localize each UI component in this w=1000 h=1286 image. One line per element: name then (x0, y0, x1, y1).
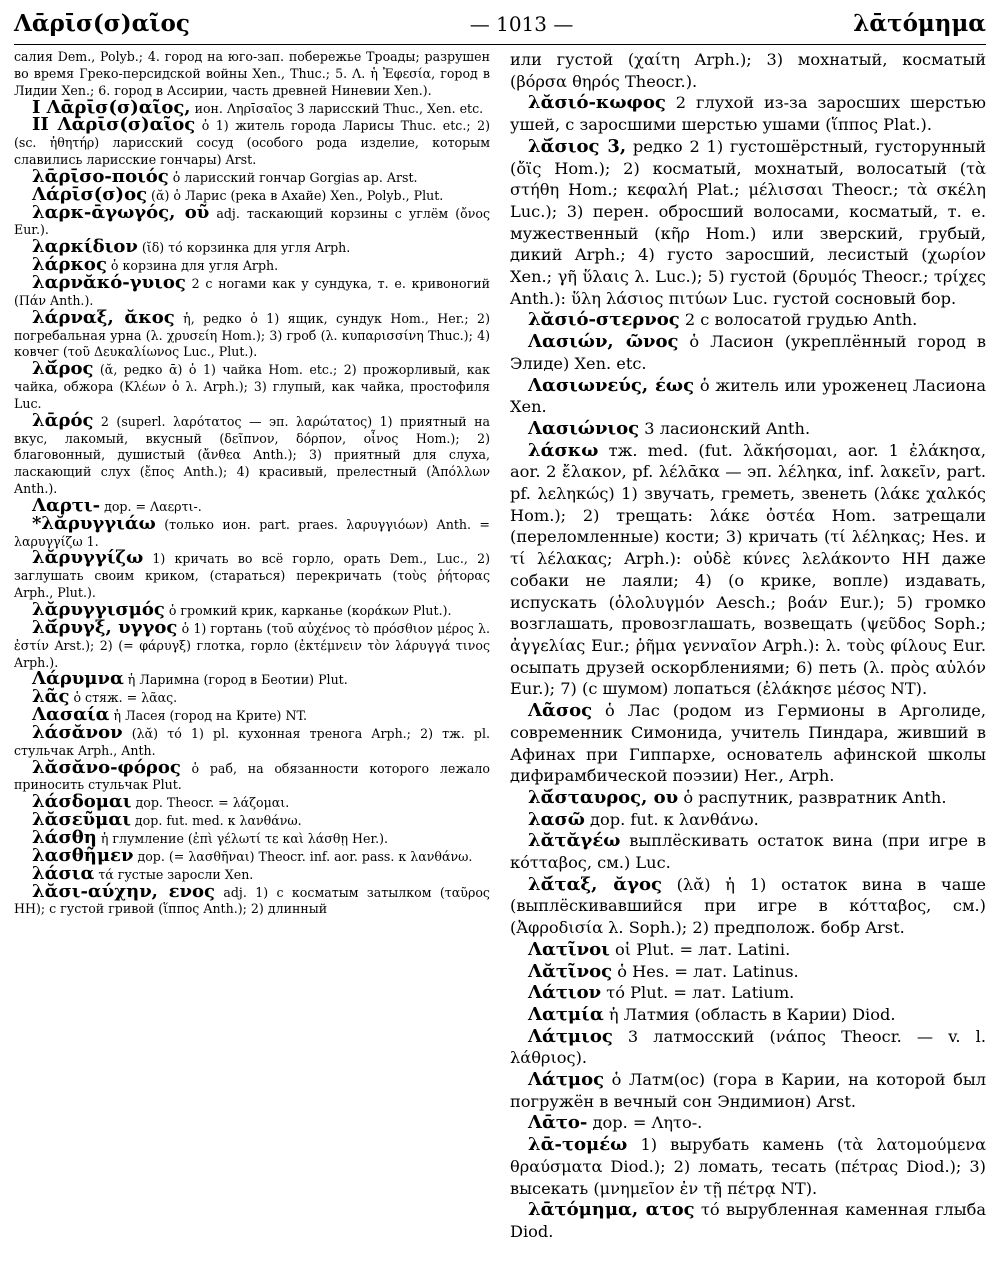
entry-headword: λᾶς (32, 686, 70, 708)
entry-definition: ὁ 1) гортань (τοῦ αὐχένος τὸ πρόσθιον μέρος λ. ἐστίν Arst.); 2) (= φάρυγξ) глотка, горло (ἐκτέμνειν τὸν λάρυγγά τινος Arph.). (14, 620, 490, 670)
entry-definition: дор. fut. med. к λανθάνω. (130, 813, 302, 829)
entry-definition: (λᾰ) τό 1) pl. кухонная тренога Arph.; 2) тж. pl. стульчак Arph., Anth. (14, 725, 490, 758)
dictionary-entry (510, 830, 986, 873)
dictionary-entry (510, 418, 986, 440)
entry-headword: Λατῖνοι (528, 938, 610, 960)
entry-definition: ὁ Hes. = лат. Latinus. (612, 961, 799, 981)
dictionary-entry (510, 309, 986, 331)
entry-definition: 2 (superl. λαρότατος — эп. λαρώτατος) 1) приятный на вкус, лакомый, вкусный (δεῖπνον, δόρπον, οἶνος Hom.); 2) благовонный, душистый (ἄνθεα Anth.); 3) приятный для слуха, ласкающий слух (ἔπος Anth.); 4) красивый, прелестный (Ἀπόλλων Anth.). (14, 413, 490, 497)
entry-definition: ἡ Ларимна (город в Беотии) Plut. (123, 672, 348, 688)
entry-headword: λᾰσι-αύχην, ενος (32, 880, 215, 902)
entry-definition: ἡ глумление (ἐπὶ γέλωτί τε καὶ λάσθῃ Her.). (96, 830, 389, 846)
entry-headword: λᾰσᾰνο-φόρος (32, 756, 181, 778)
entry-definition: τό Plut. = лат. Latium. (601, 983, 795, 1003)
entry-headword: Λάτμιος (528, 1025, 613, 1047)
entry-headword: Λατμία (528, 1003, 604, 1025)
dictionary-entry (510, 809, 986, 831)
running-head (14, 10, 986, 44)
dictionary-entry (510, 440, 986, 700)
entry-headword: λάρναξ, ᾰκος (32, 306, 175, 328)
entry-definition: 2 с ногами как у сундука, т. е. кривоногий (Πάν Anth.). (14, 275, 490, 308)
entry-definition: ὁ Ласион (укреплённый город в Элиде) Xen. etc. (510, 332, 986, 373)
entry-headword: λᾰ́σταυρος, ου (528, 786, 679, 808)
dictionary-entry (14, 201, 490, 240)
dictionary-entry (510, 874, 986, 939)
entry-definition: салия Dem., Polyb.; 4. город на юго-зап. побережье Троады; разрушен во время Греко-персидской войны Xen., Thuc.; 5. Λ. ἡ Ἐφεσία, город в Лидии Xen.; 6. город в Ассирии, часть древней Ниневии Xen.). (14, 49, 490, 98)
dictionary-entry (14, 306, 490, 362)
entry-headword: λάσθη (32, 826, 97, 848)
entry-headword: Λάτμος (528, 1069, 605, 1091)
dictionary-entry (14, 409, 490, 498)
entry-definition: 2 с волосатой грудью Anth. (679, 310, 918, 330)
dictionary-entry (14, 756, 490, 795)
entry-definition: ион. Ληρῑσαῖος 3 ларисский Thuc., Xen. etc. (190, 100, 484, 116)
entry-definition: ὁ Латм(ос) (гора в Карии, на которой был погружён в вечный сон Эндимион) Arst. (510, 1070, 986, 1111)
entry-definition: ὁ корзина для угля Arph. (106, 258, 279, 274)
dictionary-entry (510, 375, 986, 418)
header-rule (14, 44, 986, 45)
entry-headword: λᾰ́ρυγξ, υγγος (32, 616, 178, 638)
entry-headword: Λαρτι- (32, 494, 101, 516)
entry-definition: ὁ громкий крик, карканье (κοράκων Plut.). (164, 603, 452, 618)
entry-headword: Λάρῑσ(σ)ος (32, 183, 148, 205)
dictionary-entry (510, 92, 986, 135)
dictionary-entry (510, 1134, 986, 1199)
entry-headword: Λάρυμνα (32, 668, 124, 690)
entry-definition: ὁ раб, на обязанности которого лежало приносить стульчак Plut. (14, 760, 490, 793)
left-running-headword: Λᾱρῑσ(σ)αῖος (14, 10, 190, 37)
dictionary-entry (510, 1069, 986, 1112)
entry-headword: Λᾰτῖνος (528, 960, 613, 982)
entry-definition: ὁ ларисский гончар Gorgias ap. Arst. (168, 169, 418, 185)
entry-headword: λάρκος (32, 254, 107, 276)
entry-definition: (ῐδ) τό корзинка для угля Arph. (137, 240, 351, 256)
entry-headword: λάσια (32, 862, 95, 884)
right-column (510, 49, 986, 1243)
dictionary-entry (14, 114, 490, 169)
dictionary-entry (510, 939, 986, 961)
dictionary-entry (14, 271, 490, 310)
dictionary-entry (14, 358, 490, 413)
dictionary-entry (14, 616, 490, 672)
entry-headword: λαρκ-ᾱγωγός, οῦ (32, 201, 210, 223)
entry-definition: 1) вырубать камень (τὰ λατομούμενα θραύσματα Diod.); 2) ломать, тесать (πέτρας Diod.); 3) высекать (μνημεῖον ἐν τῇ πέτρᾳ NT). (510, 1135, 986, 1198)
entry-definition: τά густые заросли Xen. (94, 866, 254, 882)
entry-definition: ἡ Латмия (область в Карии) Diod. (603, 1004, 896, 1024)
right-running-headword: λᾱτόμημα (853, 10, 986, 37)
entry-headword: λᾰ́ρος (32, 358, 94, 380)
entry-headword: II Λᾱρῑσ(σ)αῖος (32, 114, 196, 136)
left-column (14, 49, 490, 1243)
entry-headword: Λασιών, ῶνος (528, 331, 679, 353)
dictionary-entry (510, 961, 986, 983)
dictionary-entry (14, 547, 490, 602)
entry-definition: выплёскивать остаток вина (при игре в κότταβος, см.) Luc. (510, 831, 986, 873)
dictionary-entry (510, 49, 986, 92)
entry-definition: οἱ Plut. = лат. Latini. (609, 939, 791, 959)
entry-definition: ὁ стяж. = λᾶας. (69, 690, 178, 706)
entry-definition: ἡ Ласея (город на Крите) NT. (109, 708, 308, 724)
entry-headword: Λᾶσος (528, 700, 593, 722)
entry-headword: λαρκίδιον (32, 236, 138, 258)
entry-headword: λάσκω (528, 439, 599, 461)
entry-headword: Λασαία (32, 704, 110, 726)
entry-headword: I Λᾱρῑσ(σ)αῖος, (32, 96, 191, 118)
entry-definition: (λᾰ) ἡ 1) остаток вина в чаше (выплёскивавшийся при игре в κότταβος, см.) (Ἀφροδισία λ. Soph.); 2) предполож. бобр Arst. (510, 874, 986, 938)
dictionary-entry (14, 721, 490, 760)
entry-definition: (ᾰ) ὁ Ларис (река в Ахайе) Xen., Polyb., Plut. (147, 187, 444, 203)
entry-headword: λᾰρυγγισμός (32, 599, 165, 620)
entry-definition: ἡ, редко ὁ 1) ящик, сундук Hom., Her.; 2) погребальная урна (λ. χρυσείη Hom.); 3) гроб (λ. κυπαρισσίνη Thuc.); 4) ковчег (τοῦ Δευκαλίωνος Luc., Plut.). (14, 310, 490, 360)
dictionary-entry (510, 982, 986, 1004)
entry-definition: дор. = Λητο-. (587, 1113, 703, 1133)
entry-definition: τό вырубленная каменная глыба Diod. (510, 1200, 986, 1241)
entry-headword: λᾱρῑσο-ποιός (32, 165, 169, 187)
dictionary-entry (510, 136, 986, 310)
dictionary-entry (14, 49, 490, 100)
entry-headword: Λάτιον (528, 982, 602, 1004)
entry-headword: Λᾱτο- (528, 1112, 588, 1134)
entry-definition: ὁ житель или уроженец Ласиона Xen. (510, 375, 986, 417)
entry-definition: ὁ 1) житель города Ларисы Thuc. etc.; 2) (sc. ἠθητήρ) ларисский сосуд (особого рода изделие, которым славились ларисские гончары) Arst. (14, 118, 490, 168)
entry-headword: λάσᾰνον (32, 721, 123, 743)
entry-headword: λαρνᾰκό-γυιος (32, 271, 186, 293)
entry-definition: 1) кричать во всё горло, орать Dem., Luc., 2) заглушать своим криком, (стараться) перекричать (τοὺς ῥήτορας Arph., Plut.). (14, 551, 490, 601)
dictionary-entry (14, 880, 490, 919)
entry-definition: ὁ Лас (родом из Гермионы в Арголиде, современник Симонида, учитель Пиндара, живший в Афинах при Гиппархе, основатель афинской школы дифирамбической поэзии) Her., Arph. (510, 701, 986, 786)
entry-headword: λασθῆμεν (32, 844, 134, 866)
entry-definition: 3 латмосский (νάπος Theocr. — v. l. λάθριος). (510, 1026, 986, 1068)
entry-headword: λᾰ́ταξ, ᾰγος (528, 873, 662, 895)
entry-headword: Λασιωνεύς, έως (528, 374, 695, 396)
entry-definition: или густой (χαίτη Arph.); 3) мохнатый, косматый (βόρσα θηρός Theocr.). (510, 50, 986, 91)
dictionary-entry (14, 668, 490, 690)
dictionary-entry (510, 787, 986, 809)
entry-headword: λᾱ-τομέω (528, 1134, 628, 1156)
entry-headword: *λᾰρυγγιάω (32, 512, 156, 534)
text-columns (14, 49, 986, 1243)
entry-definition: ὁ распутник, развратник Anth. (678, 787, 947, 807)
entry-headword: λᾰσεῦμαι (32, 809, 131, 831)
dictionary-entry (510, 1004, 986, 1026)
entry-definition: дор. = Λαερτι-. (100, 498, 202, 514)
entry-headword: λᾱρός (32, 409, 94, 431)
entry-definition: дор. Theocr. = λάζομαι. (131, 795, 290, 811)
entry-definition: редко 2 1) густошёрстный, густорунный (ὄϊς Hom.); 2) косматый, мохнатый, волосатый (τὰ στήθη Hom.; κεφαλή Plat.; μέλισσαι Theocr.; τὰ σκέλη Luc.); 3) перен. обросший волосами, косматый, т. е. мужественный (κῆρ Hom.) или зверский, грубый, дикий Arph.; 4) густо заросший, лесистый (χωρίον Xen.; γῆ ὕλαις λ. Luc.); 5) густой (δρυμός Theocr.; τρίχες Anth.): ὕλη λάσιος πιτύων Luc. густой сосновый бор. (510, 136, 987, 308)
entry-headword: λᾰ́σιος 3, (528, 135, 627, 157)
dictionary-entry (510, 331, 986, 374)
entry-definition: (ᾰ, редко ᾱ) ὁ 1) чайка Hom. etc.; 2) прожорливый, как чайка, обжора (Κλέων ὁ λ. Arph.); 3) глупый, как чайка, простофиля Luc. (14, 362, 490, 411)
dictionary-entry (510, 700, 986, 787)
entry-definition: adj. 1) с косматым затылком (ταῦρος HH); с густой гривой (ἵππος Anth.); 2) длинный (14, 884, 490, 917)
entry-headword: λασῶ (528, 808, 585, 830)
entry-headword: λᾱτόμημα, ατος (528, 1199, 695, 1221)
entry-headword: λᾰρυγγίζω (32, 547, 144, 569)
entry-definition: дор. (= λασθῆναι) Theocr. inf. aor. pass. к λανθάνω. (133, 848, 473, 864)
entry-definition: 2 глухой из-за заросших шерстью ушей, с заросшими шерстью ушами (ἵππος Plat.). (510, 93, 986, 135)
dictionary-entry (14, 512, 490, 551)
entry-definition: (только ион. part. praes. λαρυγγιόων) Anth. = λαρυγγίζω 1. (14, 516, 490, 549)
dictionary-entry (510, 1026, 986, 1069)
dictionary-entry (510, 1199, 986, 1242)
entry-definition: тж. med. (fut. λᾰκήσομαι, aor. 1 ἐλάκησα, aor. 2 ἔλακον, pf. λέλᾱκα — эп. λέληκα, inf. λακεῖν, part. pf. λεληκώς) 1) звучать, греметь, звенеть (λάκε χαλκός Hom.); 2) трещать: λάκε ὀστέα Hom. затрещали (переломленные) кости; 3) кричать (τί λέληκας; Hes. и τί λέλακας; Arph.): οὐδὲ κύνες λελάκοντο HH даже собаки не лаяли; 4) (о крике, вопле) издавать, испускать (ὀλολυγμόν Aesch.; βοάν Eur.); 5) громко возглашать, провозглашать, возвещать (ψεῦδος Soph.; ἀγγελίας Eur.; ῥῆμα γενναῖον Arph.): λ. τοὺς φίλους Eur. осыпать друзей оскорблениями; 6) петь (λ. πρὸς αὐλόν Eur.); 7) (с шумом) лопаться (ἐλάκησε μέσος NT). (510, 440, 986, 699)
entry-headword: λᾰτᾰγέω (528, 830, 621, 852)
dictionary-entry (510, 1112, 986, 1134)
entry-headword: Λασιώνιος (528, 417, 640, 439)
entry-definition: дор. fut. к λανθάνω. (584, 809, 759, 829)
entry-headword: λᾰσιό-κωφος (528, 92, 666, 114)
entry-headword: λάσδομαι (32, 791, 132, 813)
entry-definition: 3 ласионский Anth. (639, 418, 811, 438)
page-number: — 1013 — (469, 12, 574, 36)
entry-headword: λᾰσιό-στερνος (528, 309, 680, 331)
entry-definition: adj. таскающий корзины с углём (ὄνος Eur.). (14, 205, 490, 238)
